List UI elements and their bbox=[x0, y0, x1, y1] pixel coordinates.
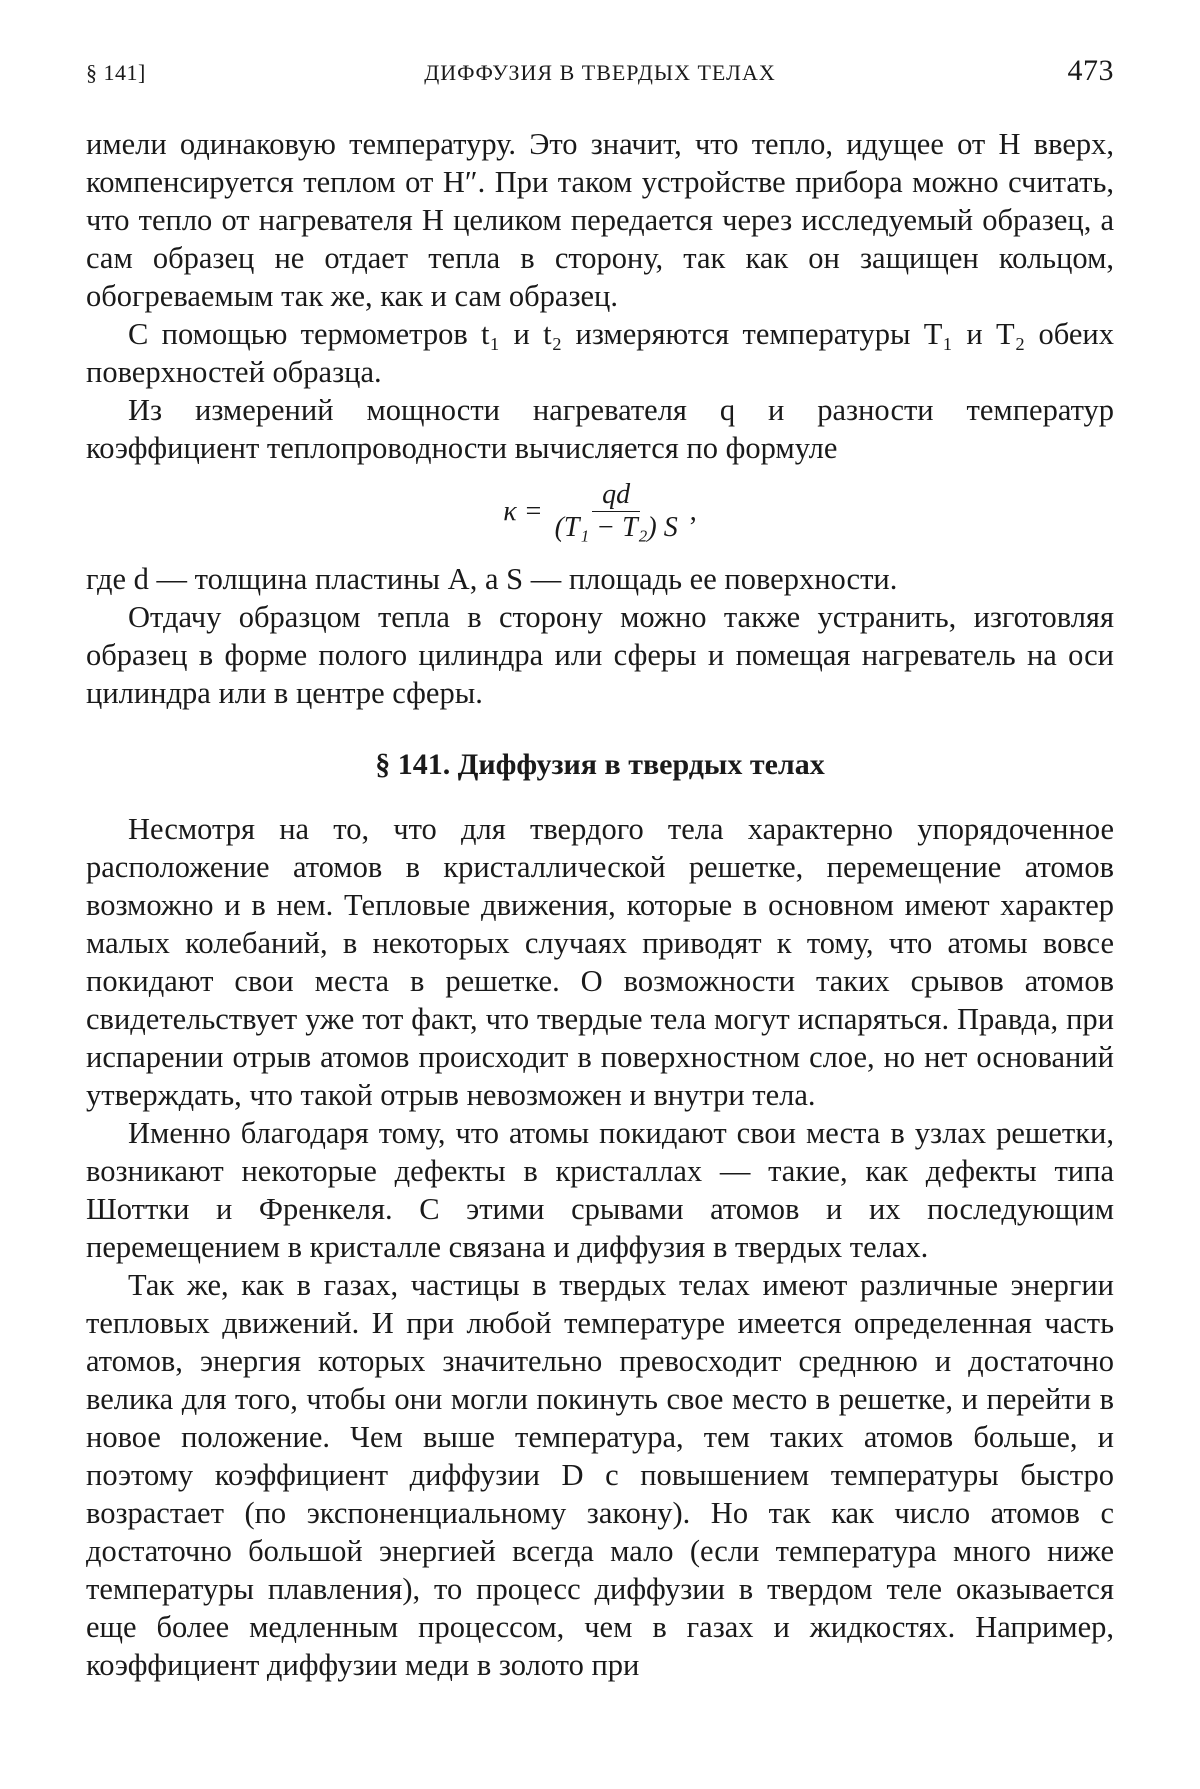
paragraph: где d — толщина пластины A, а S — площадь ее поверхности. bbox=[86, 562, 898, 596]
paragraph: С помощью термометров t₁ и t₂ измеряются температуры T₁ и T₂ обеих поверхностей образца. bbox=[86, 317, 1114, 389]
header-running-title: ДИФФУЗИЯ В ТВЕРДЫХ ТЕЛАХ bbox=[424, 60, 776, 85]
paragraph: имели одинаковую температуру. Это значит, что тепло, идущее от H вверх, компенсируется теплом от H″. При таком устройстве прибора можно считать, что тепло от нагревателя H целиком передается через исследуемый образец, а сам образец не отдает тепла в сторону, так как он защищен кольцом, обогреваемым так же, как и сам образец. bbox=[86, 127, 1114, 313]
paragraph: Именно благодаря тому, что атомы покидают свои места в узлах решетки, возникают некоторые дефекты в кристаллах — такие, как дефекты типа Шоттки и Френкеля. С этими срывами атомов и их последующим перемещением в кристалле связана и диффузия в твердых телах. bbox=[86, 1116, 1114, 1264]
formula-numerator: qd bbox=[592, 479, 640, 512]
paragraph: Отдачу образцом тепла в сторону можно также устранить, изготовляя образец в форме полого цилиндра или сферы и помещая нагреватель на оси цилиндра или в центре сферы. bbox=[86, 600, 1114, 710]
running-header bbox=[86, 54, 1114, 94]
formula-lhs: κ = bbox=[503, 495, 543, 527]
formula-fraction bbox=[547, 479, 686, 544]
paragraph: Несмотря на то, что для твердого тела характерно упорядоченное расположение атомов в кристаллической решетке, перемещение атомов возможно и в нем. Тепловые движения, которые в основном имеют характер малых колебаний, в некоторых случаях приводят к тому, что атомы вовсе покидают свои места в решетке. О возможности таких срывов атомов свидетельствует уже тот факт, что твердые тела могут испаряться. Правда, при испарении отрыв атомов происходит в поверхностном слое, но нет оснований утверждать, что такой отрыв невозможен и внутри тела. bbox=[86, 812, 1114, 1112]
section-heading: § 141. Диффузия в твердых телах bbox=[375, 748, 825, 781]
formula-denominator: (T₁ − T₂) S bbox=[554, 512, 678, 543]
paragraph: Из измерений мощности нагревателя q и разности температур коэффициент теплопроводности вычисляется по формуле bbox=[86, 393, 1114, 465]
paragraph: Так же, как в газах, частицы в твердых телах имеют различные энергии тепловых движений. И при любой температуре имеется определенная часть атомов, энергия которых значительно превосходит среднюю и достаточно велика для того, чтобы они могли покинуть свое место в решетке, и перейти в новое положение. Чем выше температура, тем таких атомов больше, и поэтому коэффициент диффузии D с повышением температуры быстро возрастает (по экспоненциальному закону). Но так как число атомов с достаточно большой энергией всегда мало (если температура много ниже температуры плавления), то процесс диффузии в твердом теле оказывается еще более медленным процессом, чем в газах и жидкостях. Например, коэффициент диффузии меди в золото при bbox=[86, 1268, 1114, 1682]
header-section-ref: § 141] bbox=[86, 60, 146, 85]
formula-trailing: , bbox=[689, 495, 697, 527]
body-text bbox=[86, 125, 1114, 1684]
page-number: 473 bbox=[1067, 54, 1114, 87]
thermal-conductivity-formula bbox=[86, 479, 1114, 544]
